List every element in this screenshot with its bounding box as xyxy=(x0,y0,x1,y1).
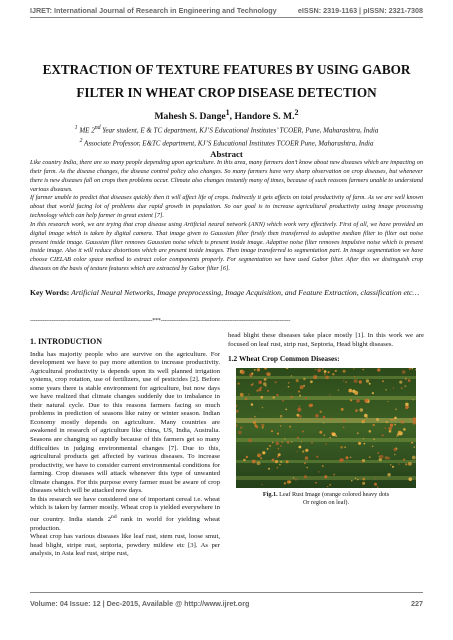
author-1: Mahesh S. Dange xyxy=(154,111,226,123)
rust-spot xyxy=(262,451,265,454)
rust-spot xyxy=(322,368,324,370)
rust-spot xyxy=(289,425,291,427)
rust-spot xyxy=(301,441,302,442)
rust-spot xyxy=(408,462,412,466)
rust-spot xyxy=(335,369,337,371)
affiliations xyxy=(30,123,423,150)
rust-spot xyxy=(300,385,304,389)
rust-spot xyxy=(366,416,368,418)
rust-spot xyxy=(377,486,379,488)
rust-spot xyxy=(262,426,264,428)
rust-spot xyxy=(360,408,364,412)
rust-spot xyxy=(257,461,261,465)
rust-spot xyxy=(272,441,274,443)
rust-spot xyxy=(258,380,262,384)
rust-spot xyxy=(385,427,387,429)
rust-spot xyxy=(240,393,244,397)
rust-spot xyxy=(369,382,371,384)
rust-spot xyxy=(315,414,318,417)
rust-spot xyxy=(267,448,269,450)
rust-spot xyxy=(357,478,359,480)
rust-spot xyxy=(313,375,317,379)
rust-spot xyxy=(280,445,282,447)
rust-spot xyxy=(325,443,327,445)
rust-spot xyxy=(359,380,362,383)
rust-spot xyxy=(305,448,308,451)
rust-spot xyxy=(335,435,337,437)
rust-spot xyxy=(320,410,322,412)
rust-spot xyxy=(393,387,394,388)
rust-spot xyxy=(403,428,406,431)
rust-spot xyxy=(304,475,307,478)
rust-spot xyxy=(341,408,344,411)
rust-spot xyxy=(343,426,345,428)
rust-spot xyxy=(280,425,281,426)
rust-spot xyxy=(354,376,355,377)
rust-spot xyxy=(243,458,246,461)
affiliation-2: $^2$ Associate Professor, E&TC department, KJ’S Educational Institutes TCOER Pune, Maharashtra, India xyxy=(79,138,374,148)
rust-spot xyxy=(254,369,256,371)
rust-spot xyxy=(260,457,262,459)
running-footer xyxy=(30,599,423,608)
rust-spot xyxy=(328,371,330,373)
rust-spot xyxy=(258,388,261,391)
rust-spot xyxy=(341,458,344,461)
rust-spot xyxy=(267,390,269,392)
rust-spot xyxy=(282,399,284,401)
rust-spot xyxy=(245,397,248,400)
rust-spot xyxy=(377,368,380,371)
subsection-heading: 1.2 Wheat Crop Common Diseases: xyxy=(228,354,340,364)
rust-spot xyxy=(284,482,286,484)
rust-spot xyxy=(394,419,395,420)
rust-spot xyxy=(340,446,343,449)
rust-spot xyxy=(291,375,292,376)
abstract-body xyxy=(30,159,423,274)
rust-spot xyxy=(241,370,245,374)
rust-spot xyxy=(310,380,313,383)
abstract-paragraph: If farmer unable to predict that diseases quickly then it will affect life of crops. Indirectly it gets affects on total productivity of farm. As we are well known about that world facing lot of problems due rapid growth in population. So our goal is to increase agricultural productivity using image processing technology which can help farmer in great extent [7]. xyxy=(30,194,423,220)
rust-spot xyxy=(299,445,302,448)
rust-spot xyxy=(363,477,366,480)
rust-spot xyxy=(272,458,275,461)
rust-spot xyxy=(325,375,329,379)
rust-spot xyxy=(373,438,375,440)
rust-spot xyxy=(268,467,270,469)
rust-spot xyxy=(386,421,388,423)
rust-spot xyxy=(280,460,282,462)
rust-spot xyxy=(276,441,280,445)
rust-spot xyxy=(322,465,324,467)
rust-spot xyxy=(380,454,384,458)
rust-spot xyxy=(324,434,326,436)
rust-spot xyxy=(299,394,301,396)
rust-spot xyxy=(387,473,390,476)
journal-name: IJRET: International Journal of Research in Engineering and Technology xyxy=(30,6,277,15)
footer-citation: Volume: 04 Issue: 12 | Dec-2015, Available @ http://www.ijret.org xyxy=(30,599,250,608)
rust-spot xyxy=(350,456,352,458)
rust-spot xyxy=(324,370,327,373)
rust-spot xyxy=(248,393,250,395)
rust-spot xyxy=(351,480,352,481)
rust-spot xyxy=(346,456,349,459)
rust-spot xyxy=(362,482,365,485)
rust-spot xyxy=(323,416,326,419)
rust-spot xyxy=(353,368,354,369)
intro-heading: 1. INTRODUCTION xyxy=(30,337,103,346)
running-header xyxy=(30,6,423,15)
rust-spot xyxy=(412,399,413,400)
rust-spot xyxy=(249,373,253,377)
rust-spot xyxy=(240,426,242,428)
rust-spot xyxy=(366,379,369,382)
rust-spot xyxy=(402,370,406,374)
abstract-heading: Abstract xyxy=(210,149,243,159)
rust-spot xyxy=(315,369,316,370)
rust-spot xyxy=(281,441,283,443)
rust-spot xyxy=(372,392,374,394)
rust-spot xyxy=(343,380,344,381)
rust-spot xyxy=(382,434,384,436)
author-1-sup: 1 xyxy=(225,108,230,117)
intro-paragraph-1: India has majority people who are survive on the agriculture. For development we have to pay more attention to increase productivity. Agricultural productivity is depends upon its well planned irrigation systems, crop rotation, use of fertilizers, use of pesticides [2]. Before some years there is stable environment for agriculture, but now days we have realized that climate changes suddenly due to imbalance in their natural cycle. Due to this reasons farmers facing so much problems in prediction of seasons like rainy or winter season. Indian Economy mostly depends on agriculture. Many countries are awakened in research of agriculture like china, US, India, Australia. Seasons are changing so rapidly because of this farmers get so many difficulties in judging environmental changes [7]. Due to this, agricultural products get affected by various diseases. To increase productivity, we have to consider current environmental conditions for farming. Crop diseases will attack whenever this type of unwanted climate changes. For this purpose every farmer must be aware of crop diseases which will be attacked now days. xyxy=(30,350,220,495)
rust-spot xyxy=(271,430,273,432)
rust-spot xyxy=(306,466,308,468)
right-column xyxy=(228,332,424,507)
rust-spot xyxy=(338,389,339,390)
rust-spot xyxy=(414,446,416,448)
rust-spot xyxy=(323,422,324,423)
rust-spot xyxy=(293,477,295,479)
intro-paragraph-3: Wheat crop has various diseases like leaf rust, stem rust, loose smut, head blight, stripe rust, septoria, powdery mildew etc [3]. As per analysis, in Asia leaf rust, stripe rust, xyxy=(30,533,220,558)
rust-spot xyxy=(398,463,399,464)
rust-spot xyxy=(374,482,377,485)
rust-spot xyxy=(394,448,397,451)
rust-spot xyxy=(278,453,281,456)
rust-spot xyxy=(262,406,264,408)
rust-spot xyxy=(327,486,328,487)
rust-spot xyxy=(405,377,407,379)
rust-spot xyxy=(363,438,364,439)
rust-spot xyxy=(251,403,253,405)
rust-spot xyxy=(409,477,413,481)
rust-spot xyxy=(305,456,308,459)
rust-spot xyxy=(355,409,358,412)
rust-spot xyxy=(287,480,290,483)
rust-spot xyxy=(252,459,256,463)
rust-spot xyxy=(372,445,374,447)
rust-spot xyxy=(302,450,304,452)
issn: eISSN: 2319-1163 | pISSN: 2321-7308 xyxy=(297,6,423,15)
rust-spot xyxy=(357,399,360,402)
rust-spot xyxy=(297,451,298,452)
keywords xyxy=(30,285,423,301)
rust-spot xyxy=(261,396,264,399)
rust-spot xyxy=(385,389,387,391)
rust-spot xyxy=(405,463,407,465)
rust-spot xyxy=(257,368,260,371)
rust-spot xyxy=(255,425,258,428)
rust-spot xyxy=(299,405,301,407)
rust-spot xyxy=(273,396,275,398)
rust-spot xyxy=(412,455,416,459)
rust-spot xyxy=(254,415,256,417)
rust-spot xyxy=(253,420,256,423)
rust-spot xyxy=(379,455,380,456)
rust-spot xyxy=(411,441,413,443)
rust-spot xyxy=(398,430,402,434)
rust-spot xyxy=(298,390,300,392)
rust-spot xyxy=(279,463,281,465)
rust-spot xyxy=(317,368,321,372)
rust-spot xyxy=(344,446,346,448)
rust-spot xyxy=(354,379,358,383)
figure-label: Fig.1. xyxy=(262,490,278,498)
rust-spot xyxy=(288,386,290,388)
paper-title: EXTRACTION OF TEXTURE FEATURES BY USING GABOR FILTER IN WHEAT CROP DISEASE DETECTION xyxy=(42,62,411,100)
header-rule xyxy=(30,17,423,18)
rust-spot xyxy=(236,409,239,412)
rust-spot xyxy=(263,382,266,385)
author-2-sup: 2 xyxy=(294,108,299,117)
rust-spot xyxy=(376,418,379,421)
leaf-rust-figure xyxy=(236,368,416,488)
rust-spot xyxy=(396,435,397,436)
rust-spot xyxy=(238,430,242,434)
abstract-paragraph: Like country India, there are so many people depending upon agriculture. In this area, many farmers don’t know about new diseases which are impacting on their farm. As the disease changes, the disease control policy also changes. So many farmers have very sharp observation on crop diseases, but whenever there is new diseases fall on crops then problems occur. Climate also changes instantly many of times, because of such reasons farmers unable to understand various diseases. xyxy=(30,159,423,193)
rust-spot xyxy=(392,465,394,467)
intro-paragraph-2: In this research we have considered one of important cereal i.e. wheat which is taken by farmer mostly. Wheat crop is yielded everywhere in our country. India stands 2nd rank in world for yielding wheat production. xyxy=(30,495,220,532)
left-column xyxy=(30,338,220,559)
rust-spot xyxy=(324,475,327,478)
rust-spot xyxy=(277,455,279,457)
rust-spot xyxy=(399,380,402,383)
rust-spot xyxy=(329,436,331,438)
keywords-label: Key Words: xyxy=(30,288,70,297)
rust-spot xyxy=(302,430,304,432)
rust-spot xyxy=(385,456,388,459)
rust-spot xyxy=(315,481,317,483)
rust-spot xyxy=(297,407,301,411)
abstract-paragraph: In this research work, we are trying that crop disease using Artificial neural network (ANN) which work very effectively. First of all, we have provided an digital image which is taken by digital camera. That image given to Gaussian filter firstly then transferred to adaptive median filter to filter out noise present inside image. Gaussian filter removes Gaussian noise which is present inside image. Adaptive noise filter removes impulsive noise which is present inside image. Also it will reduce distortions which are present inside images. Then image transferred to segmentation part. In image segmentation we have choose CIELAB color space method to extract color components properly. For segmentation we have used Gabor filter. After this we distinguish crop diseases on the basis of texture features which are extracted by Gabor filter [6]. xyxy=(30,220,423,273)
rust-spot xyxy=(262,484,263,485)
rust-spot xyxy=(372,423,375,426)
rust-spot xyxy=(343,419,345,421)
section-separator: --------------------------------------------------------------------***------------------------------------------------------------------------ xyxy=(30,318,291,324)
rust-spot xyxy=(277,467,279,469)
rust-spot xyxy=(389,430,392,433)
rust-spot xyxy=(280,415,283,418)
rust-spot xyxy=(329,483,331,485)
page-number: 227 xyxy=(411,599,423,608)
rust-spot xyxy=(290,395,293,398)
rust-spot xyxy=(389,427,392,430)
rust-spot xyxy=(256,389,258,391)
rust-spot xyxy=(278,447,280,449)
rust-spot xyxy=(391,418,393,420)
rust-spot xyxy=(413,421,417,425)
rust-spot xyxy=(354,391,358,395)
rust-spot xyxy=(277,432,279,434)
rust-spot xyxy=(345,381,347,383)
author-2: Handore S. M. xyxy=(234,111,295,123)
rust-spot xyxy=(276,394,278,396)
affiliation-1: $^1$ ME 2nd Year student, E & TC department, KJ’S Educational Institutes’ TCOER, Pune, Maharashtra, India xyxy=(74,125,379,135)
rust-spot xyxy=(357,432,359,434)
rust-spot xyxy=(387,401,388,402)
rust-spot xyxy=(361,461,363,463)
rust-spot xyxy=(405,406,408,409)
rust-spot xyxy=(303,377,306,380)
rust-spot xyxy=(404,385,406,387)
rust-spot xyxy=(394,416,397,419)
rust-spot xyxy=(329,394,330,395)
rust-spot xyxy=(316,455,318,457)
rust-spot xyxy=(394,454,395,455)
rust-spot xyxy=(305,397,307,399)
rust-spot xyxy=(369,456,371,458)
rust-spot xyxy=(348,388,352,392)
rust-spot xyxy=(297,413,300,416)
rust-spot xyxy=(330,417,332,419)
rust-spot xyxy=(275,460,278,463)
rust-spot xyxy=(238,382,240,384)
rust-spot xyxy=(343,369,346,372)
rust-spot xyxy=(408,379,411,382)
rust-spot xyxy=(304,462,306,464)
rust-spot xyxy=(377,452,379,454)
rust-spot xyxy=(269,445,271,447)
rust-spot xyxy=(365,398,369,402)
rust-spot xyxy=(248,438,252,442)
rust-spot xyxy=(332,373,334,375)
rust-spot xyxy=(362,368,364,370)
rust-spot xyxy=(310,403,313,406)
author-sep: , xyxy=(229,111,235,123)
rust-spot xyxy=(395,408,397,410)
intro-paragraph-4: head blight these diseases take place mostly [1]. In this work we are focused on leaf rust, strip rust, Septoria, Head blight diseases. xyxy=(228,332,424,348)
rust-spot xyxy=(405,402,409,406)
rust-spot xyxy=(375,477,376,478)
rust-spot xyxy=(291,441,292,442)
rust-spot xyxy=(390,464,391,465)
rust-spot xyxy=(318,471,319,472)
rust-spot xyxy=(286,460,289,463)
rust-spot xyxy=(363,419,365,421)
author-line xyxy=(30,108,423,122)
rust-spot xyxy=(246,455,248,457)
rust-spot xyxy=(285,408,287,410)
rust-spot xyxy=(369,430,372,433)
rust-spot xyxy=(401,420,405,424)
rust-spot xyxy=(403,458,405,460)
figure-caption: Fig.1. Leaf Rust Image (orange colored heavy dots Or region on leaf). xyxy=(262,490,390,506)
rust-spot xyxy=(295,478,297,480)
rust-spot xyxy=(260,386,262,388)
rust-spot xyxy=(296,379,299,382)
rust-spot xyxy=(267,372,271,376)
rust-spot xyxy=(252,383,253,384)
footer-rule xyxy=(30,592,423,593)
rust-spot xyxy=(382,380,384,382)
rust-spot xyxy=(324,373,326,375)
rust-spot xyxy=(251,417,252,418)
rust-spot xyxy=(288,382,290,384)
rust-spot xyxy=(259,453,262,456)
rust-spot xyxy=(390,423,393,426)
rust-spot xyxy=(358,442,361,445)
rust-spot xyxy=(350,399,352,401)
rust-spot xyxy=(264,378,267,381)
rust-spot xyxy=(284,438,285,439)
rust-spot xyxy=(364,442,366,444)
rust-spot xyxy=(261,423,264,426)
rust-spot xyxy=(332,432,336,436)
rust-spot xyxy=(401,387,403,389)
keywords-text: Artificial Neural Networks, Image preprocessing, Image Acquisition, and Feature Extraction, classification etc… xyxy=(69,288,420,297)
rust-spot xyxy=(333,473,335,475)
rust-spot xyxy=(297,436,299,438)
rust-spot xyxy=(394,423,396,425)
rust-spot xyxy=(355,477,356,478)
rust-spot xyxy=(319,430,322,433)
rust-spot xyxy=(311,441,313,443)
rust-spot xyxy=(275,381,277,383)
rust-spot xyxy=(287,441,290,444)
